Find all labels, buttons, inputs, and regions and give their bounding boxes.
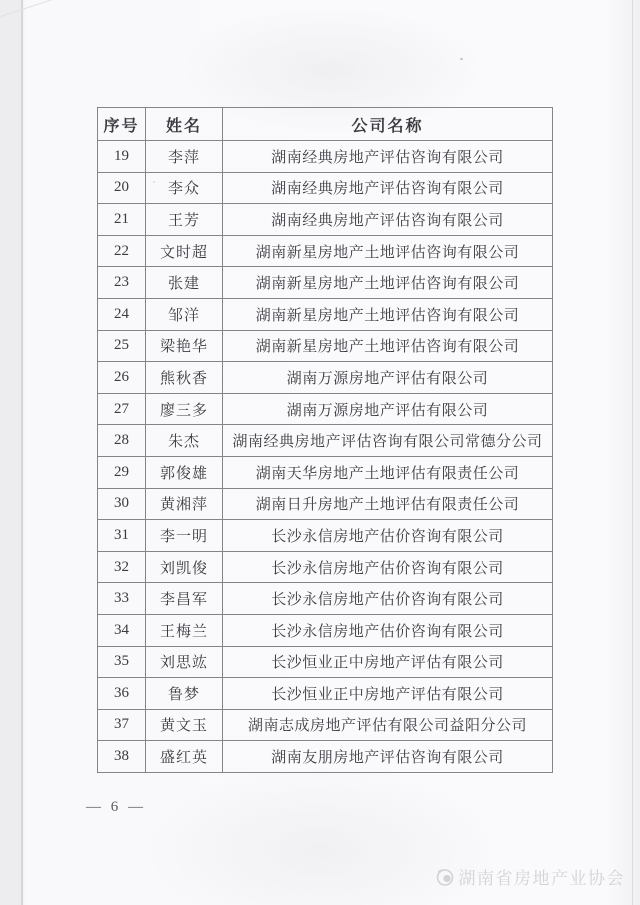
cell-no: 38 bbox=[98, 741, 146, 773]
table-row bbox=[98, 709, 553, 741]
table-row bbox=[98, 614, 553, 646]
cell-company: 湖南经典房地产评估咨询有限公司 bbox=[223, 204, 553, 236]
table-row bbox=[98, 741, 553, 773]
cell-name: 李昌军 bbox=[146, 583, 223, 615]
cell-no: 21 bbox=[98, 204, 146, 236]
table-row bbox=[98, 141, 553, 173]
cell-name: 黄湘萍 bbox=[146, 488, 223, 520]
cell-name: 邹洋 bbox=[146, 298, 223, 330]
scan-speck bbox=[460, 58, 463, 60]
cell-company: 长沙永信房地产估价咨询有限公司 bbox=[223, 520, 553, 552]
cell-no: 27 bbox=[98, 393, 146, 425]
cell-company: 湖南经典房地产评估咨询有限公司 bbox=[223, 172, 553, 204]
cell-company: 湖南新星房地产土地评估咨询有限公司 bbox=[223, 267, 553, 299]
table-row bbox=[98, 393, 553, 425]
table-row bbox=[98, 425, 553, 457]
header-name: 姓名 bbox=[146, 108, 223, 141]
cell-name: 廖三多 bbox=[146, 393, 223, 425]
cell-no: 37 bbox=[98, 709, 146, 741]
cell-company: 湖南经典房地产评估咨询有限公司常德分公司 bbox=[223, 425, 553, 457]
cell-no: 35 bbox=[98, 646, 146, 678]
cell-name: 黄文玉 bbox=[146, 709, 223, 741]
table-row bbox=[98, 488, 553, 520]
cell-company: 长沙永信房地产估价咨询有限公司 bbox=[223, 614, 553, 646]
cell-company: 湖南新星房地产土地评估咨询有限公司 bbox=[223, 298, 553, 330]
roster-table bbox=[97, 107, 553, 773]
paper-corner-fold bbox=[0, 0, 74, 21]
cell-name: 郭俊雄 bbox=[146, 456, 223, 488]
cell-no: 23 bbox=[98, 267, 146, 299]
cell-name: 李一明 bbox=[146, 520, 223, 552]
cell-name: 刘凯俊 bbox=[146, 551, 223, 583]
cell-name: 王芳 bbox=[146, 204, 223, 236]
table-row bbox=[98, 298, 553, 330]
cell-no: 19 bbox=[98, 141, 146, 173]
table-row bbox=[98, 678, 553, 710]
cell-name: 文时超 bbox=[146, 235, 223, 267]
cell-name: 张建 bbox=[146, 267, 223, 299]
cell-name: 朱杰 bbox=[146, 425, 223, 457]
cell-no: 24 bbox=[98, 298, 146, 330]
cell-no: 20 bbox=[98, 172, 146, 204]
cell-name: 刘思竑 bbox=[146, 646, 223, 678]
cell-company: 湖南万源房地产评估有限公司 bbox=[223, 362, 553, 394]
header-company: 公司名称 bbox=[223, 108, 553, 141]
cell-no: 25 bbox=[98, 330, 146, 362]
table-row bbox=[98, 235, 553, 267]
cell-no: 29 bbox=[98, 456, 146, 488]
cell-name: 梁艳华 bbox=[146, 330, 223, 362]
cell-company: 长沙恒业正中房地产评估有限公司 bbox=[223, 678, 553, 710]
watermark bbox=[435, 864, 626, 889]
cell-name: 王梅兰 bbox=[146, 614, 223, 646]
cell-name: 李众 bbox=[146, 172, 223, 204]
cell-no: 36 bbox=[98, 678, 146, 710]
page-number: — 6 — bbox=[86, 799, 146, 815]
association-logo-icon bbox=[435, 867, 455, 887]
cell-company: 湖南友朋房地产评估咨询有限公司 bbox=[223, 741, 553, 773]
watermark-text: 湖南省房地产业协会 bbox=[458, 869, 625, 888]
cell-company: 湖南志成房地产评估有限公司益阳分公司 bbox=[223, 709, 553, 741]
table-row bbox=[98, 520, 553, 552]
table-row bbox=[98, 583, 553, 615]
table-row bbox=[98, 456, 553, 488]
cell-no: 33 bbox=[98, 583, 146, 615]
table-row bbox=[98, 551, 553, 583]
table-row bbox=[98, 204, 553, 236]
table-body bbox=[98, 141, 553, 773]
cell-no: 34 bbox=[98, 614, 146, 646]
table-row bbox=[98, 330, 553, 362]
cell-name: 熊秋香 bbox=[146, 362, 223, 394]
cell-name: 鲁梦 bbox=[146, 678, 223, 710]
table-row bbox=[98, 362, 553, 394]
paper-edge-left bbox=[21, 0, 23, 905]
cell-company: 湖南经典房地产评估咨询有限公司 bbox=[223, 141, 553, 173]
cell-company: 湖南天华房地产土地评估有限责任公司 bbox=[223, 456, 553, 488]
cell-company: 长沙永信房地产估价咨询有限公司 bbox=[223, 583, 553, 615]
header-no: 序号 bbox=[98, 108, 146, 141]
table-row bbox=[98, 172, 553, 204]
paper-edge-right bbox=[632, 0, 633, 905]
cell-no: 31 bbox=[98, 520, 146, 552]
cell-no: 30 bbox=[98, 488, 146, 520]
cell-company: 湖南日升房地产土地评估有限责任公司 bbox=[223, 488, 553, 520]
table-row bbox=[98, 646, 553, 678]
table-row bbox=[98, 267, 553, 299]
cell-company: 湖南万源房地产评估有限公司 bbox=[223, 393, 553, 425]
cell-no: 28 bbox=[98, 425, 146, 457]
cell-no: 32 bbox=[98, 551, 146, 583]
cell-name: 盛红英 bbox=[146, 741, 223, 773]
cell-no: 22 bbox=[98, 235, 146, 267]
cell-company: 长沙永信房地产估价咨询有限公司 bbox=[223, 551, 553, 583]
table-header-row bbox=[98, 108, 553, 141]
cell-no: 26 bbox=[98, 362, 146, 394]
cell-company: 湖南新星房地产土地评估咨询有限公司 bbox=[223, 330, 553, 362]
cell-name: 李萍 bbox=[146, 141, 223, 173]
cell-company: 长沙恒业正中房地产评估有限公司 bbox=[223, 646, 553, 678]
cell-company: 湖南新星房地产土地评估咨询有限公司 bbox=[223, 235, 553, 267]
